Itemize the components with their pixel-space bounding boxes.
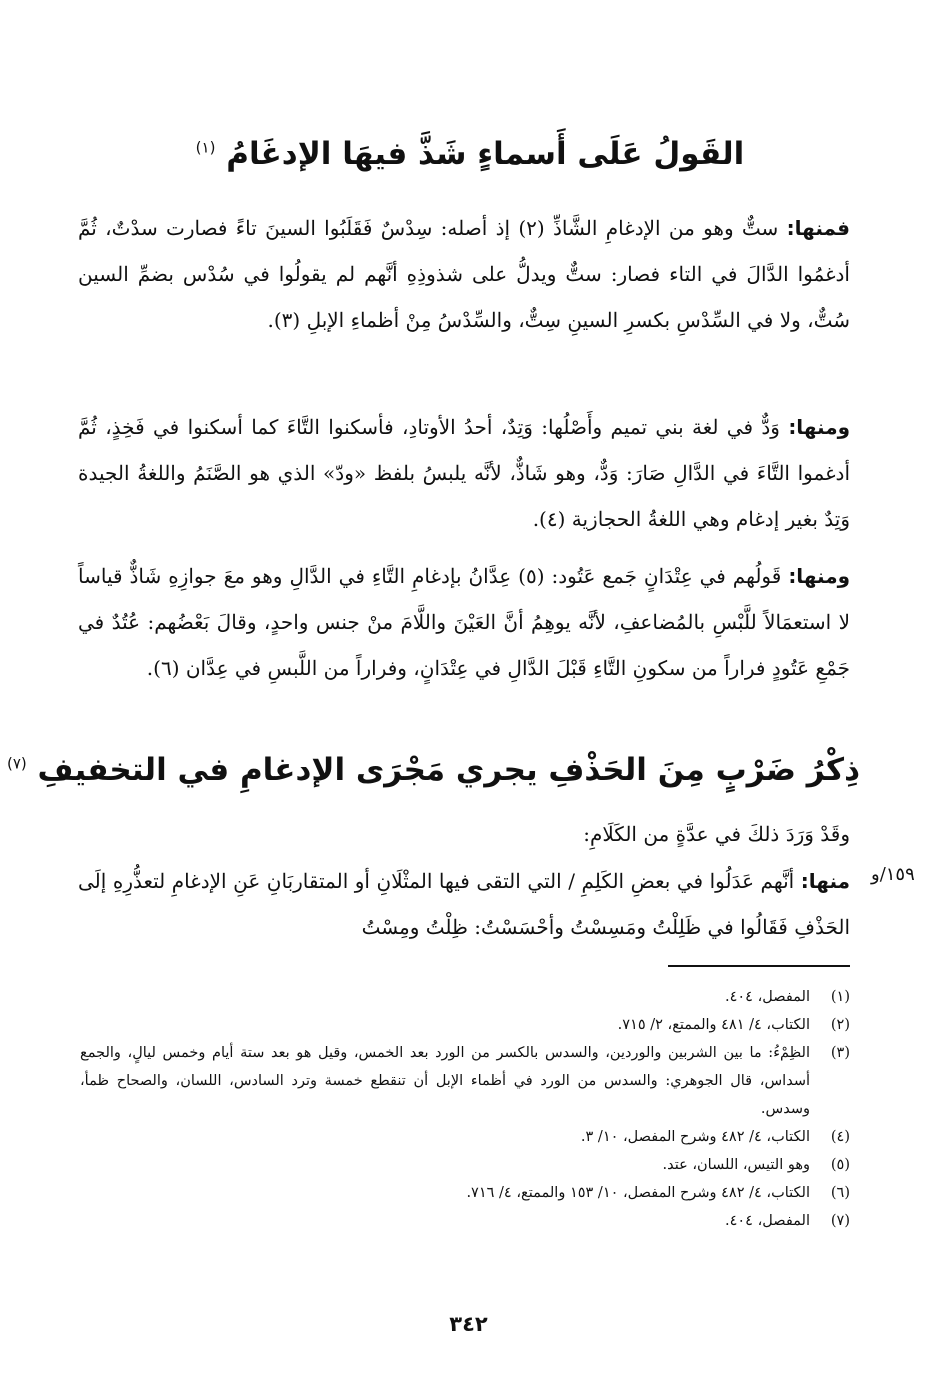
manuscript-folio-note: ١٥٩/و [871, 864, 915, 885]
footnote-ref: (٧) [6, 754, 27, 773]
heading-text: ذِكْرُ ضَرْبٍ مِنَ الحَذْفِ يجري مَجْرَى الإدغامِ في التخفيفِ [37, 752, 860, 788]
footnote-text: الظِمْءُ: ما بين الشربين والوردين، والسدس بالكسر من الورد بعد الخمس، وقيل هو بعد ستة أيام وخمس ليالٍ، والجمع أسداس، قال الجوهري: والسدس من الورد في أظماء الإبل أن تنقطع خمسة وترد السادس، اللسان، والصحاح ظمأ، وسدس. [80, 1045, 810, 1117]
section-heading [6, 752, 860, 788]
paragraph-text: وَدٌّ في لغة بني تميم وأَصْلُها: وَتِدٌ، أحدُ الأوتادِ، فأسكنوا التَّاءَ كما أسكنوا في فَخِذٍ، ثُمَّ أدغموا التَّاءَ في الدَّالِ صَارَ: وَدٌّ، وهو شَاذٌّ، لأنَّه يلبسُ بلفظ «ودّ» الذي هو الصَّنَمُ واللغةُ الجيدة وَتِدٌ بغير إدغام وهي اللغةُ الحجازية (٤). [78, 415, 850, 531]
paragraph-text: ستٌّ وهو من الإدغامِ الشَّاذِّ (٢) إذ أصله: سِدْسٌ فَقَلَبُوا السينَ تاءً فصارت سدْتٌ، ثُمَّ أدغمُوا الدَّالَ في التاء فصار: ستٌّ ويدلُّ على شذوذِهِ أنَّهم لم يقولُوا في سُدْس بضمِّ السين سُتٌّ، ولا في السِّدْسِ بكسرِ السينِ سِتٌّ، والسِّدْسُ مِنْ أظماءِ الإبلِ (٣). [78, 216, 850, 332]
footnote-item [80, 1179, 850, 1207]
footnote-item [80, 1011, 850, 1039]
footnote-item [80, 1039, 850, 1123]
footnote-text: المفصل، ٤٠٤. [725, 1213, 810, 1229]
footnote-item [80, 983, 850, 1011]
paragraph-lead: ومنها: [788, 564, 851, 588]
footnote-text: وهو التيس، اللسان، عتد. [662, 1157, 810, 1173]
page-number: ٣٤٢ [449, 1312, 488, 1336]
footnote-item [80, 1151, 850, 1179]
footnote-item [80, 1207, 850, 1235]
footnote-item [80, 1123, 850, 1151]
footnote-divider [668, 965, 850, 967]
paragraph-lead: منها: [800, 869, 850, 893]
footnote-ref: (١) [195, 138, 216, 157]
paragraph [78, 404, 850, 542]
footnote-number: (٤) [830, 1129, 850, 1145]
footnotes-list [80, 983, 850, 1235]
footnote-number: (٦) [830, 1185, 850, 1201]
heading-text: القَولُ عَلَى أَسماءٍ شَذَّ فيهَا الإدغَامُ [226, 136, 745, 172]
footnote-text: الكتاب، ٤/ ٤٨٢ وشرح المفصل، ١٠/ ١٥٣ والممتع، ٤/ ٧١٦. [466, 1185, 810, 1201]
footnote-number: (٥) [830, 1157, 850, 1173]
paragraph [78, 811, 850, 857]
paragraph-lead: فمنها: [786, 216, 850, 240]
footnote-number: (٣) [830, 1045, 850, 1061]
paragraph-text: وقَدْ وَرَدَ ذلكَ في عدَّةٍ من الكَلَامِ: [583, 822, 850, 846]
paragraph [78, 205, 850, 343]
footnote-number: (٢) [830, 1017, 850, 1033]
footnote-text: المفصل، ٤٠٤. [725, 989, 810, 1005]
footnote-number: (٧) [830, 1213, 850, 1229]
section-heading [80, 136, 860, 172]
footnote-text: الكتاب، ٤/ ٤٨١ والممتع، ٢/ ٧١٥. [617, 1017, 810, 1033]
footnote-number: (١) [830, 989, 850, 1005]
paragraph [78, 858, 850, 950]
paragraph-lead: ومنها: [788, 415, 851, 439]
paragraph-text: أنَّهم عَدَلُوا في بعضِ الكَلِمِ / التي التقى فيها المثْلَانِ أو المتقاربَانِ عَنِ الإدغامِ لتعذُّرِهِ إلَى الحَذْفِ فَقَالُوا في ظَلِلْتُ ومَسِسْتُ وأحْسَسْتُ: ظِلْتُ ومِسْتُ [78, 869, 850, 939]
paragraph [78, 553, 850, 691]
paragraph-text: قَولُهم في عِتْدَانٍ جَمع عَتُود: (٥) عِدَّانُ بإدغامِ التَّاءِ في الدَّالِ وهو معَ جوازِهِ شَاذٌّ قياساً لا استعمَالاً للَّبْسِ بالمُضاعفِ، لأنَّه يوهِمُ أنَّ العَيْنَ واللَّامَ منْ جنس واحدٍ، وقالَ بَعْضُهم: عُتُدٌ في جَمْعِ عَتُودٍ فراراً من سكونِ التَّاءِ قَبْلَ الدَّالِ في عِتْدَانٍ، وفراراً من اللَّبسِ في عِدَّان (٦). [78, 564, 850, 680]
footnote-text: الكتاب، ٤/ ٤٨٢ وشرح المفصل، ١٠/ ٣. [580, 1129, 810, 1145]
